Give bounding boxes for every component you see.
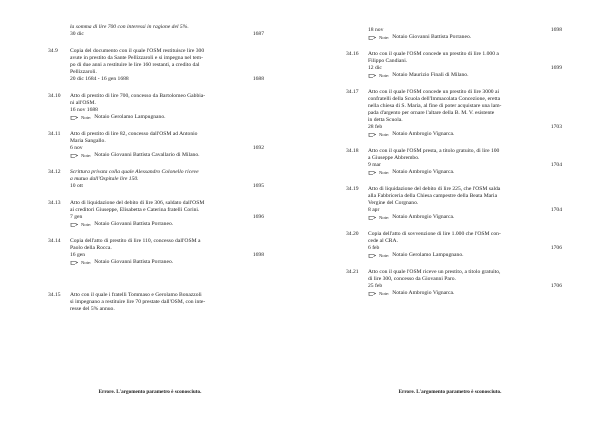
catalog-entry <box>48 93 264 121</box>
catalog-entry <box>48 238 264 266</box>
note-text: Notaio Gerolamo Lampugnano. <box>94 114 166 120</box>
entry-body <box>368 51 562 79</box>
entry-date: 12 dic <box>368 65 382 71</box>
entry-date: 10 ott <box>70 183 83 189</box>
entry-date: 30 dic <box>70 31 84 37</box>
entry-body <box>368 148 562 176</box>
entry-line: Atto con il quale l'OSM concede un prestito di lire 1.000 a <box>368 51 499 57</box>
entry-dateline <box>368 162 562 169</box>
entry-note <box>368 290 562 297</box>
pointing-hand-icon <box>70 114 78 121</box>
pointing-hand-icon <box>70 152 78 159</box>
entry-year: 1698 <box>252 252 264 258</box>
note-text: Notaio Giovanni Battista Porraneo. <box>94 221 174 227</box>
entry-year: 1706 <box>550 283 562 289</box>
entry-note <box>368 131 562 138</box>
entry-dateline <box>70 107 264 114</box>
note-label: Note: <box>81 153 92 158</box>
catalog-entry <box>346 89 562 138</box>
entry-number: 34.9 <box>48 48 58 54</box>
entry-body <box>368 186 562 221</box>
entry-line: a Giuseppe Abbrembo. <box>368 155 420 161</box>
catalog-entry <box>48 169 264 190</box>
note-text: Notaio Ambrogio Vignarca. <box>392 290 455 296</box>
note-label: Note: <box>379 253 390 258</box>
entry-number: 34.19 <box>346 186 359 192</box>
entry-line: resse del 5% annuo. <box>70 306 115 312</box>
entry-date: 7 gen <box>70 214 83 220</box>
entry-dateline <box>70 31 264 38</box>
entry-note <box>70 259 264 266</box>
entry-line: si impegnano a restituire lire 70 prestate dall'OSM, con inte- <box>70 299 206 305</box>
catalog-entry <box>346 148 562 176</box>
entry-year: 1704 <box>550 162 562 168</box>
right-page <box>300 0 600 424</box>
entry-line: Scrittura privata colla quale Alessandro Colonello riceve <box>70 169 199 175</box>
entry-line: Paolo della Rocca. <box>70 245 112 251</box>
pointing-hand-icon <box>368 131 376 138</box>
entry-year: 1703 <box>550 124 562 130</box>
entry-line: Maria Sangallo. <box>70 138 106 144</box>
note-label: Note: <box>81 260 92 265</box>
continuation-entry <box>70 24 264 38</box>
entry-body <box>368 89 562 138</box>
entry-year: 1695 <box>252 183 264 189</box>
entry-line: ai creditori Giuseppe, Elisabetta e Caterina fratelli Corini. <box>70 207 200 213</box>
entry-year: 1696 <box>252 214 264 220</box>
entry-note <box>368 72 562 79</box>
entry-date: 9 mar <box>368 162 381 168</box>
entry-dateline <box>368 245 562 252</box>
entry-date: 25 feb <box>368 283 383 289</box>
entry-date: 20 dic 1684 - 16 gen 1688 <box>70 76 129 82</box>
entry-year: 1692 <box>252 145 264 151</box>
note-text: Notaio Ambrogio Vignarca. <box>392 131 455 137</box>
entry-dateline <box>70 76 264 83</box>
entry-note <box>70 114 264 121</box>
entry-note <box>368 214 562 221</box>
entry-date: 16 nov 1688 <box>70 107 98 113</box>
entry-year: 1688 <box>252 76 264 82</box>
right-entries <box>346 51 562 297</box>
pointing-hand-icon <box>368 169 376 176</box>
note-label: Note: <box>379 215 390 220</box>
pointing-hand-icon <box>368 252 376 259</box>
entry-body <box>70 93 264 121</box>
entry-line: Atto con il quale l'OSM presta, a titolo gratuito, di lire 100 <box>368 148 500 154</box>
note-label: Note: <box>379 170 390 175</box>
entry-line: confratelli della Scuola dell'Immacolata Concezione, eretta <box>368 96 501 102</box>
entry-body <box>70 131 264 159</box>
entry-dateline <box>368 124 562 131</box>
entry-body <box>368 231 562 259</box>
entry-year: 1698 <box>550 27 562 33</box>
entry-body <box>368 269 562 297</box>
entry-line: Copia del documento con il quale l'OSM restituisce lire 300 <box>70 48 205 54</box>
entry-number: 34.15 <box>48 292 61 298</box>
entry-number: 34.20 <box>346 231 359 237</box>
note-label: Note: <box>379 291 390 296</box>
entry-line: ni all'OSM. <box>70 100 96 106</box>
entry-body <box>70 292 264 313</box>
note-text: Notaio Giovanni Battista Cavallario di Milano. <box>94 152 200 158</box>
entry-line: Atto di liquidazione del debito di lire 306, saldato dall'OSM <box>70 200 205 206</box>
entry-dateline <box>70 145 264 152</box>
note-label: Note: <box>379 132 390 137</box>
catalog-entry <box>48 200 264 228</box>
entry-dateline <box>70 252 264 259</box>
catalog-entry <box>346 186 562 221</box>
note-label: Note: <box>81 222 92 227</box>
entry-date: 16 gen <box>70 252 86 258</box>
note-text: Notaio Gerolamo Lampugnano. <box>392 252 464 258</box>
entry-dateline <box>368 27 562 34</box>
note-text: Notaio Ambrogio Vignarca. <box>392 169 455 175</box>
entry-number: 34.21 <box>346 269 359 275</box>
entry-line: Atto di liquidazione del debito di lire 225, che l'OSM salda <box>368 186 501 192</box>
entry-line: avute in prestito da Sante Pellizzaroli e si impegna nel tem- <box>70 55 203 61</box>
catalog-entry <box>48 131 264 159</box>
note-text: Notaio Maurizio Finali di Milano. <box>392 72 469 78</box>
entry-number: 34.10 <box>48 93 61 99</box>
entry-note <box>70 221 264 228</box>
page-footer: Errore. L'argomento parametro è sconosciuto. <box>98 389 202 395</box>
page-footer: Errore. L'argomento parametro è sconosciuto. <box>398 389 502 395</box>
note-text: Notaio Giovanni Battista Porraneo. <box>94 259 174 265</box>
entry-line: pada d'argento per ornare l'altare della B. M. V. esistente <box>368 110 495 116</box>
catalog-entry <box>346 51 562 79</box>
pointing-hand-icon <box>368 72 376 79</box>
entry-line: po di due anni a restituire le lire 160 restanti, a credito dal <box>70 62 200 68</box>
entry-line: a mutuo dall'Ospitale lire 150. <box>70 176 139 182</box>
entry-note <box>70 152 264 159</box>
entry-dateline <box>368 283 562 290</box>
entry-line: Atto con il quale l'OSM riceve un prestito, a titolo gratuito, <box>368 269 501 275</box>
entry-body <box>70 48 264 83</box>
entry-dateline <box>70 214 264 221</box>
catalog-entry <box>48 48 264 83</box>
entry-line: alla Fabbriceria della Chiesa campestre della Beata Maria <box>368 193 498 199</box>
entry-note <box>368 169 562 176</box>
entry-line: Copia dell'atto di sovvenzione di lire 1.000 che l'OSM con- <box>368 231 501 237</box>
entry-year: 1687 <box>252 31 264 37</box>
entry-number: 34.18 <box>346 148 359 154</box>
entry-number: 34.13 <box>48 200 61 206</box>
note-label: Note: <box>81 115 92 120</box>
entry-date: 28 feb <box>368 124 383 130</box>
entry-line: di lire 300, concesso da Giovanni Paro. <box>368 276 456 282</box>
entry-year: 1704 <box>550 207 562 213</box>
entry-number: 34.16 <box>346 51 359 57</box>
pointing-hand-icon <box>70 221 78 228</box>
entry-line: la somma di lire 700 con interessi in ragione del 5%. <box>70 24 189 30</box>
entry-number: 34.14 <box>48 238 61 244</box>
entry-line: nella chiesa di S. Maria, al fine di poter acquistare una lam- <box>368 103 502 109</box>
catalog-entry <box>48 292 264 313</box>
note-label: Note: <box>379 73 390 78</box>
pointing-hand-icon <box>70 259 78 266</box>
right-column <box>346 27 562 307</box>
entry-line: Atto di prestito di lire 700, concesso da Bartolomeo Gabbia- <box>70 93 206 99</box>
entry-line: cede al CRA. <box>368 238 398 244</box>
entry-dateline <box>368 207 562 214</box>
entry-note <box>368 34 562 41</box>
entry-line: Vergine del Corgnano. <box>368 200 419 206</box>
entry-line: Atto con il quale l'OSM concede un prestito di lire 3000 ai <box>368 89 500 95</box>
continuation-entry <box>368 27 562 41</box>
entry-number: 34.17 <box>346 89 359 95</box>
pointing-hand-icon <box>368 34 376 41</box>
pointing-hand-icon <box>368 290 376 297</box>
entry-note <box>368 252 562 259</box>
entry-body <box>70 238 264 266</box>
entry-year: 1706 <box>550 245 562 251</box>
entry-date: 8 apr <box>368 207 380 213</box>
catalog-entry <box>346 269 562 297</box>
entry-date: 6 nov <box>70 145 83 151</box>
entry-date: 18 nov <box>368 27 384 33</box>
pointing-hand-icon <box>368 214 376 221</box>
entry-number: 34.11 <box>48 131 61 137</box>
left-entries <box>48 48 264 313</box>
entry-dateline <box>368 65 562 72</box>
entry-line: in detta Scuola. <box>368 117 403 123</box>
note-text: Notaio Giovanni Battista Porraneo. <box>392 34 472 40</box>
entry-line: Filippo Candiani. <box>368 58 408 64</box>
entry-date: 6 feb <box>368 245 380 251</box>
entry-line: Copia dell'atto di prestito di lire 110, concesso dall'OSM a <box>70 238 201 244</box>
note-label: Note: <box>379 35 390 40</box>
note-text: Notaio Ambrogio Vignarca. <box>392 214 455 220</box>
entry-body <box>70 200 264 228</box>
entry-line: Pellizzaroli. <box>70 69 97 75</box>
entry-line: Atto di prestito di lire 82, concesso dall'OSM ad Antonio <box>70 131 198 137</box>
entry-number: 34.12 <box>48 169 61 175</box>
entry-dateline <box>70 183 264 190</box>
entry-year: 1699 <box>550 65 562 71</box>
catalog-entry <box>346 231 562 259</box>
entry-line: Atto con il quale i fratelli Tommaso e Gerolamo Bonazzoli <box>70 292 202 298</box>
left-column <box>48 24 264 323</box>
entry-body <box>70 169 264 190</box>
